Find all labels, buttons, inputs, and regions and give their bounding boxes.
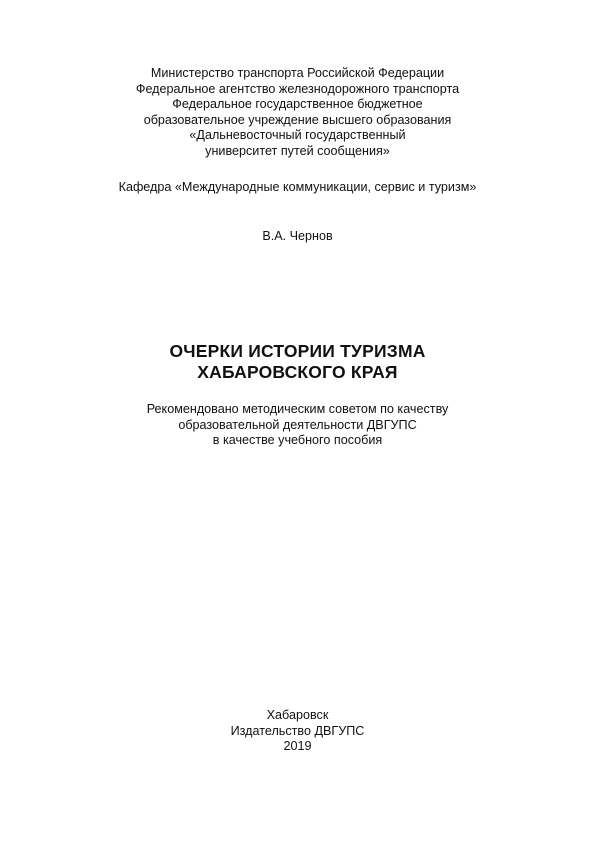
author <box>0 229 595 245</box>
title-line: ХАБАРОВСКОГО КРАЯ <box>197 362 398 382</box>
department-text: Кафедра «Международные коммуникации, сервис и туризм» <box>118 180 477 194</box>
recommendation-line: Рекомендовано методическим советом по качеству <box>146 402 449 416</box>
book-title <box>0 341 595 383</box>
organization-line: Министерство транспорта Российской Федерации <box>150 66 445 80</box>
organization-line: образовательное учреждение высшего образования <box>143 112 452 127</box>
author-name: В.А. Чернов <box>262 229 333 243</box>
recommendation-line: образовательной деятельности ДВГУПС <box>178 417 417 432</box>
organization-line: «Дальневосточный государственный <box>189 128 406 143</box>
title-line: ОЧЕРКИ ИСТОРИИ ТУРИЗМА <box>169 341 426 361</box>
organization-line: Федеральное агентство железнодорожного транспорта <box>135 81 460 96</box>
imprint <box>0 708 595 755</box>
department <box>0 180 595 196</box>
organization-line: университет путей сообщения» <box>205 143 390 158</box>
recommendation <box>0 402 595 449</box>
imprint-year: 2019 <box>283 739 312 754</box>
recommendation-line: в качестве учебного пособия <box>212 433 383 448</box>
organization-header <box>0 66 595 160</box>
imprint-publisher: Издательство ДВГУПС <box>230 723 365 738</box>
organization-line: Федеральное государственное бюджетное <box>172 97 423 112</box>
imprint-city: Хабаровск <box>266 708 329 722</box>
